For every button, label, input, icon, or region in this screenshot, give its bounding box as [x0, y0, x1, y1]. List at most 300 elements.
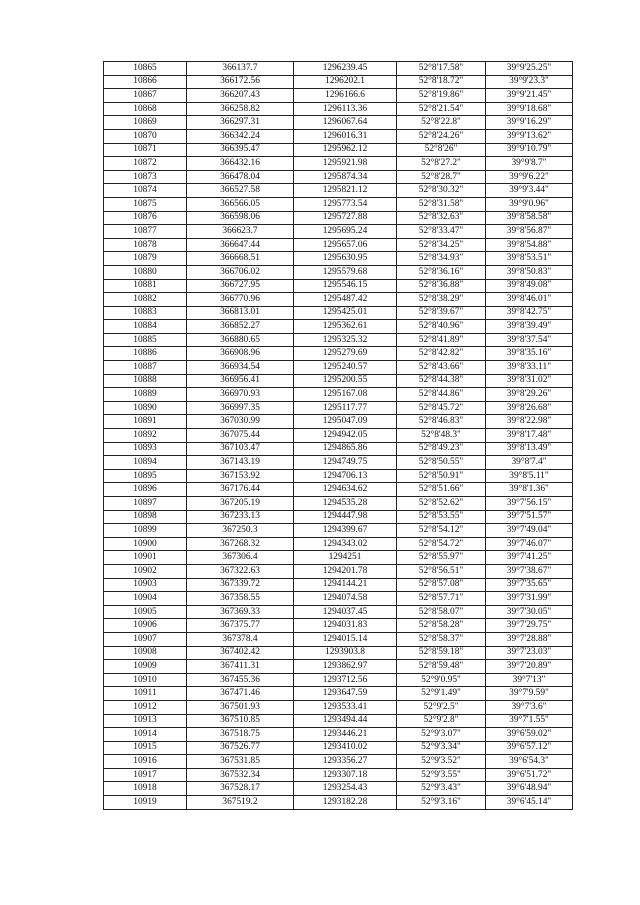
cell-longitude: 39°6'54.3" — [486, 755, 573, 769]
cell-x: 367528.17 — [187, 782, 294, 796]
cell-id: 10896 — [104, 483, 187, 497]
cell-longitude: 39°9'23.3" — [486, 75, 573, 89]
cell-y: 1294749.75 — [294, 456, 397, 470]
cell-id: 10884 — [104, 320, 187, 334]
cell-latitude: 52°8'42.82" — [397, 347, 486, 361]
cell-x: 366880.65 — [187, 333, 294, 347]
cell-longitude: 39°9'16.29" — [486, 116, 573, 130]
cell-longitude: 39°7'9.59" — [486, 687, 573, 701]
cell-id: 10867 — [104, 89, 187, 103]
cell-x: 366172.56 — [187, 75, 294, 89]
table-row — [104, 102, 573, 116]
cell-latitude: 52°8'57.08" — [397, 578, 486, 592]
cell-id: 10886 — [104, 347, 187, 361]
table-row — [104, 320, 573, 334]
cell-x: 366478.04 — [187, 170, 294, 184]
table-row — [104, 714, 573, 728]
cell-id: 10909 — [104, 660, 187, 674]
cell-id: 10887 — [104, 361, 187, 375]
table-row — [104, 293, 573, 307]
cell-longitude: 39°7'23.03" — [486, 646, 573, 660]
cell-latitude: 52°8'36.88" — [397, 279, 486, 293]
cell-longitude: 39°9'21.45" — [486, 89, 573, 103]
cell-y: 1295962.12 — [294, 143, 397, 157]
table-row — [104, 537, 573, 551]
table-row — [104, 157, 573, 171]
cell-longitude: 39°6'51.72" — [486, 768, 573, 782]
cell-x: 366647.44 — [187, 238, 294, 252]
table-row — [104, 170, 573, 184]
table-row — [104, 551, 573, 565]
cell-longitude: 39°7'20.89" — [486, 660, 573, 674]
cell-latitude: 52°8'30.32" — [397, 184, 486, 198]
cell-longitude: 39°9'8.7" — [486, 157, 573, 171]
cell-latitude: 52°8'48.3" — [397, 429, 486, 443]
cell-latitude: 52°9'3.07" — [397, 728, 486, 742]
table-row — [104, 782, 573, 796]
cell-longitude: 39°7'49.04" — [486, 524, 573, 538]
cell-latitude: 52°8'50.55" — [397, 456, 486, 470]
cell-id: 10881 — [104, 279, 187, 293]
cell-longitude: 39°8'29.26" — [486, 388, 573, 402]
cell-x: 366207.43 — [187, 89, 294, 103]
cell-id: 10912 — [104, 700, 187, 714]
cell-longitude: 39°7'56.15" — [486, 497, 573, 511]
cell-longitude: 39°8'17.48" — [486, 429, 573, 443]
table-row — [104, 388, 573, 402]
cell-id: 10898 — [104, 510, 187, 524]
cell-latitude: 52°8'17.58" — [397, 62, 486, 76]
cell-y: 1294037.45 — [294, 605, 397, 619]
cell-latitude: 52°8'33.47" — [397, 225, 486, 239]
cell-y: 1295657.06 — [294, 238, 397, 252]
cell-longitude: 39°6'57.12" — [486, 741, 573, 755]
cell-x: 367518.75 — [187, 728, 294, 742]
cell-y: 1295200.55 — [294, 374, 397, 388]
cell-y: 1295240.57 — [294, 361, 397, 375]
cell-y: 1293533.41 — [294, 700, 397, 714]
table-row — [104, 347, 573, 361]
cell-x: 367268.32 — [187, 537, 294, 551]
cell-x: 366727.95 — [187, 279, 294, 293]
cell-longitude: 39°8'46.01" — [486, 293, 573, 307]
cell-id: 10908 — [104, 646, 187, 660]
table-row — [104, 605, 573, 619]
cell-y: 1294634.62 — [294, 483, 397, 497]
cell-longitude: 39°7'28.88" — [486, 632, 573, 646]
cell-id: 10913 — [104, 714, 187, 728]
cell-latitude: 52°8'21.54" — [397, 102, 486, 116]
cell-longitude: 39°7'13" — [486, 673, 573, 687]
table-row — [104, 564, 573, 578]
cell-latitude: 52°8'18.72" — [397, 75, 486, 89]
cell-x: 366770.96 — [187, 293, 294, 307]
cell-latitude: 52°8'49.23" — [397, 442, 486, 456]
cell-longitude: 39°7'29.75" — [486, 619, 573, 633]
table-row — [104, 184, 573, 198]
cell-x: 367143.19 — [187, 456, 294, 470]
table-row — [104, 741, 573, 755]
cell-id: 10911 — [104, 687, 187, 701]
table-row — [104, 660, 573, 674]
cell-y: 1294399.67 — [294, 524, 397, 538]
cell-latitude: 52°9'3.34" — [397, 741, 486, 755]
cell-x: 366813.01 — [187, 306, 294, 320]
cell-id: 10890 — [104, 401, 187, 415]
cell-x: 367471.46 — [187, 687, 294, 701]
cell-id: 10901 — [104, 551, 187, 565]
cell-x: 367306.4 — [187, 551, 294, 565]
table-row — [104, 768, 573, 782]
cell-latitude: 52°8'40.96" — [397, 320, 486, 334]
cell-y: 1295167.08 — [294, 388, 397, 402]
cell-longitude: 39°8'53.51" — [486, 252, 573, 266]
cell-id: 10917 — [104, 768, 187, 782]
cell-longitude: 39°8'37.54" — [486, 333, 573, 347]
cell-longitude: 39°7'1.55" — [486, 714, 573, 728]
table-row — [104, 442, 573, 456]
cell-y: 1295579.68 — [294, 265, 397, 279]
cell-latitude: 52°8'59.18" — [397, 646, 486, 660]
cell-y: 1295487.42 — [294, 293, 397, 307]
cell-latitude: 52°8'44.86" — [397, 388, 486, 402]
table-row — [104, 238, 573, 252]
cell-y: 1294942.05 — [294, 429, 397, 443]
cell-y: 1293307.18 — [294, 768, 397, 782]
table-row — [104, 497, 573, 511]
cell-id: 10903 — [104, 578, 187, 592]
cell-latitude: 52°8'52.62" — [397, 497, 486, 511]
cell-longitude: 39°6'59.02" — [486, 728, 573, 742]
cell-id: 10878 — [104, 238, 187, 252]
cell-x: 366395.47 — [187, 143, 294, 157]
cell-x: 366970.93 — [187, 388, 294, 402]
cell-y: 1293494.44 — [294, 714, 397, 728]
cell-x: 367233.13 — [187, 510, 294, 524]
cell-latitude: 52°8'34.93" — [397, 252, 486, 266]
table-row — [104, 279, 573, 293]
cell-latitude: 52°8'50.91" — [397, 469, 486, 483]
cell-y: 1295325.32 — [294, 333, 397, 347]
cell-id: 10914 — [104, 728, 187, 742]
cell-id: 10897 — [104, 497, 187, 511]
cell-latitude: 52°8'19.86" — [397, 89, 486, 103]
table-row — [104, 333, 573, 347]
cell-id: 10880 — [104, 265, 187, 279]
cell-y: 1294343.02 — [294, 537, 397, 551]
cell-longitude: 39°8'33.11" — [486, 361, 573, 375]
cell-id: 10868 — [104, 102, 187, 116]
cell-x: 366137.7 — [187, 62, 294, 76]
cell-id: 10919 — [104, 796, 187, 810]
cell-id: 10916 — [104, 755, 187, 769]
table-row — [104, 89, 573, 103]
cell-latitude: 52°9'2.5" — [397, 700, 486, 714]
cell-x: 366258.82 — [187, 102, 294, 116]
cell-x: 367176.44 — [187, 483, 294, 497]
cell-x: 367030.99 — [187, 415, 294, 429]
cell-latitude: 52°8'36.16" — [397, 265, 486, 279]
cell-x: 367375.77 — [187, 619, 294, 633]
table-row — [104, 578, 573, 592]
table-row — [104, 456, 573, 470]
cell-x: 367519.2 — [187, 796, 294, 810]
table-row — [104, 62, 573, 76]
cell-latitude: 52°9'3.52" — [397, 755, 486, 769]
cell-x: 367455.36 — [187, 673, 294, 687]
cell-y: 1295425.01 — [294, 306, 397, 320]
cell-longitude: 39°9'6.22" — [486, 170, 573, 184]
cell-y: 1294251 — [294, 551, 397, 565]
cell-id: 10893 — [104, 442, 187, 456]
cell-id: 10907 — [104, 632, 187, 646]
cell-id: 10906 — [104, 619, 187, 633]
table-row — [104, 265, 573, 279]
cell-id: 10869 — [104, 116, 187, 130]
cell-longitude: 39°8'26.68" — [486, 401, 573, 415]
cell-latitude: 52°8'56.51" — [397, 564, 486, 578]
cell-y: 1294706.13 — [294, 469, 397, 483]
cell-x: 367411.31 — [187, 660, 294, 674]
cell-x: 366566.05 — [187, 197, 294, 211]
cell-y: 1295630.95 — [294, 252, 397, 266]
cell-y: 1294144.21 — [294, 578, 397, 592]
cell-y: 1296166.6 — [294, 89, 397, 103]
table-row — [104, 197, 573, 211]
cell-longitude: 39°9'3.44" — [486, 184, 573, 198]
cell-longitude: 39°7'31.99" — [486, 592, 573, 606]
cell-id: 10879 — [104, 252, 187, 266]
cell-x: 367510.85 — [187, 714, 294, 728]
table-row — [104, 469, 573, 483]
table-row — [104, 415, 573, 429]
cell-longitude: 39°9'10.79" — [486, 143, 573, 157]
cell-x: 367250.3 — [187, 524, 294, 538]
table-row — [104, 401, 573, 415]
cell-latitude: 52°8'44.38" — [397, 374, 486, 388]
cell-y: 1293862.97 — [294, 660, 397, 674]
table-row — [104, 592, 573, 606]
cell-longitude: 39°8'22.98" — [486, 415, 573, 429]
cell-y: 1294865.86 — [294, 442, 397, 456]
cell-id: 10876 — [104, 211, 187, 225]
table-row — [104, 211, 573, 225]
table-row — [104, 374, 573, 388]
cell-latitude: 52°8'41.89" — [397, 333, 486, 347]
cell-y: 1295546.15 — [294, 279, 397, 293]
cell-latitude: 52°8'31.58" — [397, 197, 486, 211]
cell-latitude: 52°8'39.67" — [397, 306, 486, 320]
cell-id: 10877 — [104, 225, 187, 239]
cell-longitude: 39°7'46.07" — [486, 537, 573, 551]
cell-x: 367402.42 — [187, 646, 294, 660]
cell-id: 10870 — [104, 129, 187, 143]
cell-longitude: 39°8'56.87" — [486, 225, 573, 239]
table-row — [104, 796, 573, 810]
cell-latitude: 52°8'57.71" — [397, 592, 486, 606]
cell-latitude: 52°8'59.48" — [397, 660, 486, 674]
cell-x: 366997.35 — [187, 401, 294, 415]
cell-longitude: 39°7'3.6" — [486, 700, 573, 714]
table-row — [104, 755, 573, 769]
cell-y: 1295821.12 — [294, 184, 397, 198]
cell-y: 1295727.88 — [294, 211, 397, 225]
cell-x: 367532.34 — [187, 768, 294, 782]
cell-longitude: 39°8'5.11" — [486, 469, 573, 483]
cell-latitude: 52°8'58.37" — [397, 632, 486, 646]
table-row — [104, 646, 573, 660]
table-row — [104, 116, 573, 130]
table-row — [104, 728, 573, 742]
cell-latitude: 52°9'3.16" — [397, 796, 486, 810]
table-row — [104, 129, 573, 143]
cell-y: 1296067.64 — [294, 116, 397, 130]
cell-y: 1295279.69 — [294, 347, 397, 361]
cell-longitude: 39°7'38.67" — [486, 564, 573, 578]
cell-y: 1295773.54 — [294, 197, 397, 211]
cell-latitude: 52°8'58.28" — [397, 619, 486, 633]
table-row — [104, 306, 573, 320]
cell-longitude: 39°7'30.05" — [486, 605, 573, 619]
cell-latitude: 52°9'0.95" — [397, 673, 486, 687]
cell-id: 10873 — [104, 170, 187, 184]
cell-x: 367369.33 — [187, 605, 294, 619]
cell-id: 10892 — [104, 429, 187, 443]
cell-id: 10885 — [104, 333, 187, 347]
cell-latitude: 52°8'43.66" — [397, 361, 486, 375]
cell-y: 1293182.28 — [294, 796, 397, 810]
cell-latitude: 52°8'46.83" — [397, 415, 486, 429]
cell-latitude: 52°8'54.12" — [397, 524, 486, 538]
table-row — [104, 483, 573, 497]
cell-longitude: 39°8'58.58" — [486, 211, 573, 225]
cell-id: 10918 — [104, 782, 187, 796]
cell-latitude: 52°9'1.49" — [397, 687, 486, 701]
table-row — [104, 361, 573, 375]
cell-latitude: 52°8'34.25" — [397, 238, 486, 252]
cell-latitude: 52°8'55.97" — [397, 551, 486, 565]
cell-id: 10915 — [104, 741, 187, 755]
cell-y: 1293647.59 — [294, 687, 397, 701]
cell-longitude: 39°7'51.57" — [486, 510, 573, 524]
cell-id: 10894 — [104, 456, 187, 470]
table-row — [104, 225, 573, 239]
cell-longitude: 39°8'54.88" — [486, 238, 573, 252]
cell-x: 367358.55 — [187, 592, 294, 606]
cell-latitude: 52°8'54.72" — [397, 537, 486, 551]
table-row — [104, 632, 573, 646]
cell-y: 1295117.77 — [294, 401, 397, 415]
coordinates-table — [103, 61, 573, 810]
cell-id: 10871 — [104, 143, 187, 157]
coordinates-table-body — [104, 62, 573, 810]
cell-id: 10899 — [104, 524, 187, 538]
cell-x: 366527.58 — [187, 184, 294, 198]
cell-y: 1294074.58 — [294, 592, 397, 606]
cell-x: 366908.96 — [187, 347, 294, 361]
cell-longitude: 39°8'50.83" — [486, 265, 573, 279]
cell-id: 10872 — [104, 157, 187, 171]
cell-x: 367531.85 — [187, 755, 294, 769]
cell-longitude: 39°9'13.62" — [486, 129, 573, 143]
cell-y: 1294535.28 — [294, 497, 397, 511]
cell-longitude: 39°8'42.75" — [486, 306, 573, 320]
cell-y: 1296113.36 — [294, 102, 397, 116]
cell-latitude: 52°8'58.07" — [397, 605, 486, 619]
cell-x: 366706.02 — [187, 265, 294, 279]
cell-x: 367103.47 — [187, 442, 294, 456]
cell-id: 10889 — [104, 388, 187, 402]
cell-latitude: 52°8'28.7" — [397, 170, 486, 184]
cell-y: 1295362.61 — [294, 320, 397, 334]
cell-id: 10900 — [104, 537, 187, 551]
cell-y: 1293712.56 — [294, 673, 397, 687]
cell-id: 10891 — [104, 415, 187, 429]
cell-y: 1296016.31 — [294, 129, 397, 143]
cell-longitude: 39°8'35.16" — [486, 347, 573, 361]
cell-longitude: 39°8'49.08" — [486, 279, 573, 293]
cell-x: 367205.19 — [187, 497, 294, 511]
cell-y: 1294201.78 — [294, 564, 397, 578]
cell-latitude: 52°8'22.8" — [397, 116, 486, 130]
cell-x: 367153.92 — [187, 469, 294, 483]
table-row — [104, 673, 573, 687]
cell-longitude: 39°9'0.96" — [486, 197, 573, 211]
cell-x: 367075.44 — [187, 429, 294, 443]
table-row — [104, 524, 573, 538]
cell-y: 1293356.27 — [294, 755, 397, 769]
cell-x: 367378.4 — [187, 632, 294, 646]
cell-longitude: 39°6'48.94" — [486, 782, 573, 796]
cell-latitude: 52°9'2.8" — [397, 714, 486, 728]
cell-id: 10905 — [104, 605, 187, 619]
cell-y: 1296239.45 — [294, 62, 397, 76]
cell-y: 1294031.83 — [294, 619, 397, 633]
cell-y: 1296202.1 — [294, 75, 397, 89]
cell-x: 366432.16 — [187, 157, 294, 171]
table-row — [104, 687, 573, 701]
cell-x: 366623.7 — [187, 225, 294, 239]
cell-latitude: 52°8'45.72" — [397, 401, 486, 415]
cell-id: 10875 — [104, 197, 187, 211]
cell-latitude: 52°8'27.2" — [397, 157, 486, 171]
cell-x: 366956.41 — [187, 374, 294, 388]
cell-y: 1295695.24 — [294, 225, 397, 239]
cell-longitude: 39°8'7.4" — [486, 456, 573, 470]
table-row — [104, 700, 573, 714]
cell-latitude: 52°8'38.29" — [397, 293, 486, 307]
cell-id: 10910 — [104, 673, 187, 687]
cell-id: 10895 — [104, 469, 187, 483]
cell-id: 10888 — [104, 374, 187, 388]
cell-longitude: 39°7'41.25" — [486, 551, 573, 565]
cell-latitude: 52°8'53.55" — [397, 510, 486, 524]
cell-latitude: 52°8'24.26" — [397, 129, 486, 143]
cell-x: 367339.72 — [187, 578, 294, 592]
table-row — [104, 619, 573, 633]
cell-id: 10883 — [104, 306, 187, 320]
table-row — [104, 510, 573, 524]
cell-x: 366934.54 — [187, 361, 294, 375]
cell-y: 1293903.8 — [294, 646, 397, 660]
cell-id: 10865 — [104, 62, 187, 76]
cell-y: 1294447.98 — [294, 510, 397, 524]
cell-longitude: 39°8'13.49" — [486, 442, 573, 456]
cell-latitude: 52°9'3.55" — [397, 768, 486, 782]
cell-y: 1295047.09 — [294, 415, 397, 429]
cell-id: 10874 — [104, 184, 187, 198]
cell-x: 366297.31 — [187, 116, 294, 130]
